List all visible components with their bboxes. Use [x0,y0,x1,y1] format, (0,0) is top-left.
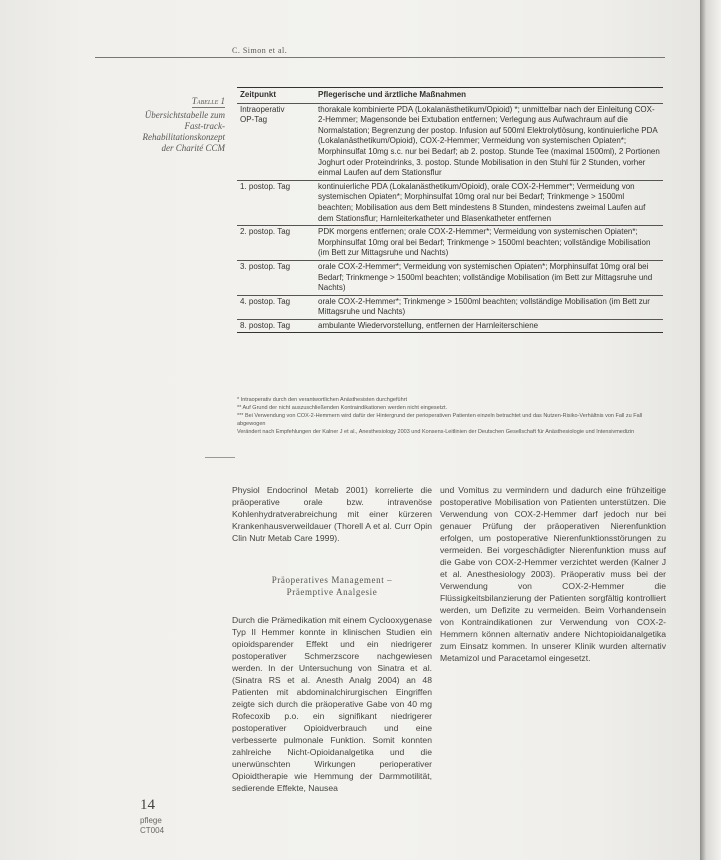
running-head: C. Simon et al. [232,46,288,55]
body-paragraph: Durch die Prämedikation mit einem Cyclooxygenase Typ II Hemmer konnte in klinischen Studien ein opioidsparender Effekt und ein niedrigerer postoperativer Schmerzscore nachgewiesen werden. In der Untersuchung von Sinatra et al. (Sinatra RS et al. Anesth Analg 2004) an 48 Patienten mit abdominalchirurgischen Eingriffen zeigte sich durch die präoperative Gabe von 40 mg Rofecoxib p.o. ein signifikant niedrigerer postoperativer Opioidverbrauch und eine verbesserte pulmonale Funktion. Somit konnten zahlreiche Nicht-Opioidanalgetika und die unerwünschten Wirkungen perioperativer Opioidtherapie wie Hemmung der Darmmotilität, sedierende Effekte, Nausea [232,615,432,793]
row-measures: PDK morgens entfernen; orale COX-2-Hemmer*; Vermeidung von systemischen Opiaten*; Morphinsulfat 10mg oral bei Bedarf; Trinkmenge > 1500ml beachten; vollständige Mobilisation (im Bett zur Mittagsruhe und Nachts) [315,226,663,261]
footnote: * Intraoperativ durch den verantwortlichen Anästhesisten durchgeführt [237,397,407,403]
body-paragraph: und Vomitus zu vermindern und dadurch eine frühzeitige postoperative Mobilisation von Patienten unterstützen. Die Verwendung von COX-2-Hemmer darf jedoch nur bei genauer Prüfung der präoperativen Nierenfunktion erfolgen, um postoperative Nierenfunktionsstörungen zu vermeiden. Bei vorgeschädigter Nierenfunktion muss auf die Gabe von COX-2-Hemmer verzichtet werden (Kalner J et al. Anesthesiology 2003). Präoperativ muss bei der Verwendung von COX-2-Hemmer die Flüssigkeitsbilanzierung der Patienten sorgfältig kontrolliert werden, um Defizite zu vermeiden. Beim Vorhandensein von Kontraindikationen zur Verwendung von COX-2-Hemmern können alternativ andere Nichtopioidanalgetika zum Einsatz kommen. In unserer Klinik wurden alternativ Metamizol und Paracetamol eingesetzt. [440,485,666,663]
section-heading-line2: Präemptive Analgesie [286,587,378,597]
margin-mark [205,457,235,458]
table-row [237,103,663,180]
row-measures: ambulante Wiedervorstellung, entfernen der Harnleiterschiene [315,319,663,333]
right-column [440,484,666,664]
table-row [237,260,663,295]
journal-info [140,816,164,836]
row-measures: kontinuierliche PDA (Lokalanästhetikum/Opioid), orale COX-2-Hemmer*; Vermeidung von systemischen Opiaten*; Morphinsulfat 10mg oral nur bei Bedarf; Trinkmenge > 1500ml beachten; Mobilisation aus dem Bett mindestens 8 Stunden, mindestens zweimal Laufen auf dem Stationsflur; Harnleiterkatheter und Blasenkatheter entfernen [315,180,663,225]
table-row [237,319,663,333]
row-time: 3. postop. Tag [237,260,315,295]
column-header-measures: Pflegerische und ärztliche Maßnahmen [315,88,663,104]
left-column [232,484,432,794]
row-time: 1. postop. Tag [237,180,315,225]
table-caption-block [130,96,225,154]
footnote: *** Bei Verwendung von COX-2-Hemmern wird dafür der Hintergrund der perioperativen Patienten einzeln betrachtet und das Nutzen-Risiko-Verhältnis von Fall zu Fall abgewogen [237,413,643,427]
section-heading [232,574,432,598]
row-time: 2. postop. Tag [237,226,315,261]
journal-line2: CT004 [140,826,165,835]
journal-line1: pflege [140,816,162,825]
table-row [237,226,663,261]
page-number: 14 [140,797,155,813]
row-time: 4. postop. Tag [237,295,315,319]
header-rule [95,57,665,58]
column-header-time: Zeitpunkt [237,88,315,104]
table-footnotes [237,396,663,436]
body-paragraph: Physiol Endocrinol Metab 2001) korrelierte die präoperative orale bzw. intravenöse Kohlenhydratverabreichung mit einer kürzeren Krankenhausverweildauer (Thorell A et al. Curr Opin Clin Nutr Metab Care 1999). [232,485,432,543]
row-measures: orale COX-2-Hemmer*; Trinkmenge > 1500ml beachten; vollständige Mobilisation (im Bett zur Mittagsruhe und Nachts) [315,295,663,319]
table-row [237,295,663,319]
table-caption: Übersichtstabelle zum Fast-track-Rehabilitationskonzept der Charité CCM [142,110,225,153]
measures-table [237,87,663,333]
footnote: Verändert nach Empfehlungen der Kalner J et al., Anesthesiology 2003 und Konsens-Leitlinien der Deutschen Gesellschaft für Anästhesiologie und Intensivmedizin [237,429,635,435]
row-measures: thorakale kombinierte PDA (Lokalanästhetikum/Opioid) *; unmittelbar nach der Einleitung COX-2-Hemmer; Magensonde bei Extubation entfernen; Verlegung aus Aufwachraum auf die Normalstation; Begrenzung der postop. Infusion auf 500ml Elektrolytlösung, kontinuierliche PDA (Lokalanästhetikum/Opioid), COX-2-Hemmer; Vermeidung von systemischen Opiaten*; Morphinsulfat 10mg s.c. nur bei Bedarf; ab 2. postop. Stunde Tee (maximal 1500ml), 2 Portionen Joghurt oder Proteindrinks, 3. postop. Stunde Mobilisation in den Stuhl für 2 Stunden, vorher einmal Laufen auf dem Stationsflur [315,103,663,180]
page-edge [700,0,721,860]
table-number: Tabelle 1 [191,96,225,106]
row-time: Intraoperativ OP-Tag [237,103,315,180]
table-row [237,180,663,225]
footnote: ** Auf Grund der nicht auszuschließenden Kontraindikationen werden nicht eingesetzt. [237,405,448,411]
table-header-row [237,88,663,104]
row-measures: orale COX-2-Hemmer*; Vermeidung von systemischen Opiaten*; Morphinsulfat 10mg oral bei Bedarf; Trinkmenge > 1500ml beachten; vollständige Mobilisation (im Bett zur Mittagsruhe und Nachts) [315,260,663,295]
section-heading-line1: Präoperatives Management – [271,575,393,585]
row-time: 8. postop. Tag [237,319,315,333]
